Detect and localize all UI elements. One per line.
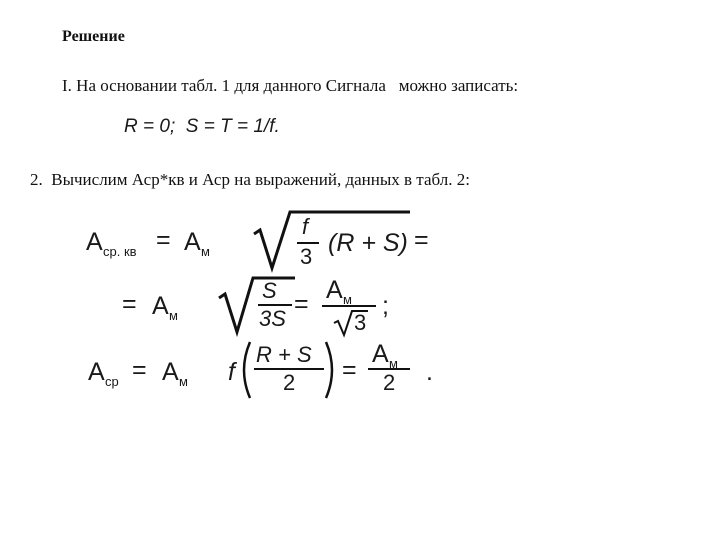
symbol-f: f (228, 358, 235, 386)
subscript-m: м (169, 308, 178, 323)
equals-sign: = (156, 226, 171, 254)
equals-sign: = (342, 356, 357, 384)
subscript-m: м (201, 244, 210, 259)
symbol-a: A (152, 292, 169, 320)
equals-sign: = (414, 226, 429, 254)
equals-sign: = (122, 290, 137, 318)
symbol-a: A (326, 276, 343, 304)
radicand-three: 3 (354, 310, 367, 335)
step-2-text: 2. Вычислим Аср*кв и Аср на выражений, данных в табл. 2: (30, 170, 470, 189)
fraction-denominator: 2 (383, 370, 396, 395)
subscript-m: м (343, 292, 352, 307)
fraction-numerator: R + S (256, 342, 312, 367)
symbol-a: A (88, 358, 105, 386)
equals-sign: = (294, 290, 309, 318)
equals-sign: = (132, 356, 147, 384)
period: . (426, 358, 433, 386)
formula-r-s-t: R = 0; S = T = 1/f. (124, 116, 280, 137)
fraction-denominator: 3S (259, 306, 286, 331)
subscript-sr-kv: ср. кв (103, 244, 137, 259)
symbol-a: A (184, 228, 201, 256)
semicolon: ; (382, 292, 389, 320)
heading-solution: Решение (62, 28, 125, 45)
fraction-numerator: f (302, 214, 309, 239)
symbol-a: A (372, 340, 389, 368)
fraction-denominator: 3 (300, 244, 313, 269)
step-1-text: I. На основании табл. 1 для данного Сигнала можно записать: (62, 76, 519, 95)
symbol-a: A (86, 228, 103, 256)
subscript-m: м (179, 374, 188, 389)
symbol-a: A (162, 358, 179, 386)
subscript-m: м (389, 356, 398, 371)
fraction-numerator: S (262, 278, 277, 303)
paren-r-plus-s: (R + S) (328, 229, 408, 257)
fraction-denominator: 2 (283, 370, 296, 395)
subscript-sr: ср (105, 374, 119, 389)
